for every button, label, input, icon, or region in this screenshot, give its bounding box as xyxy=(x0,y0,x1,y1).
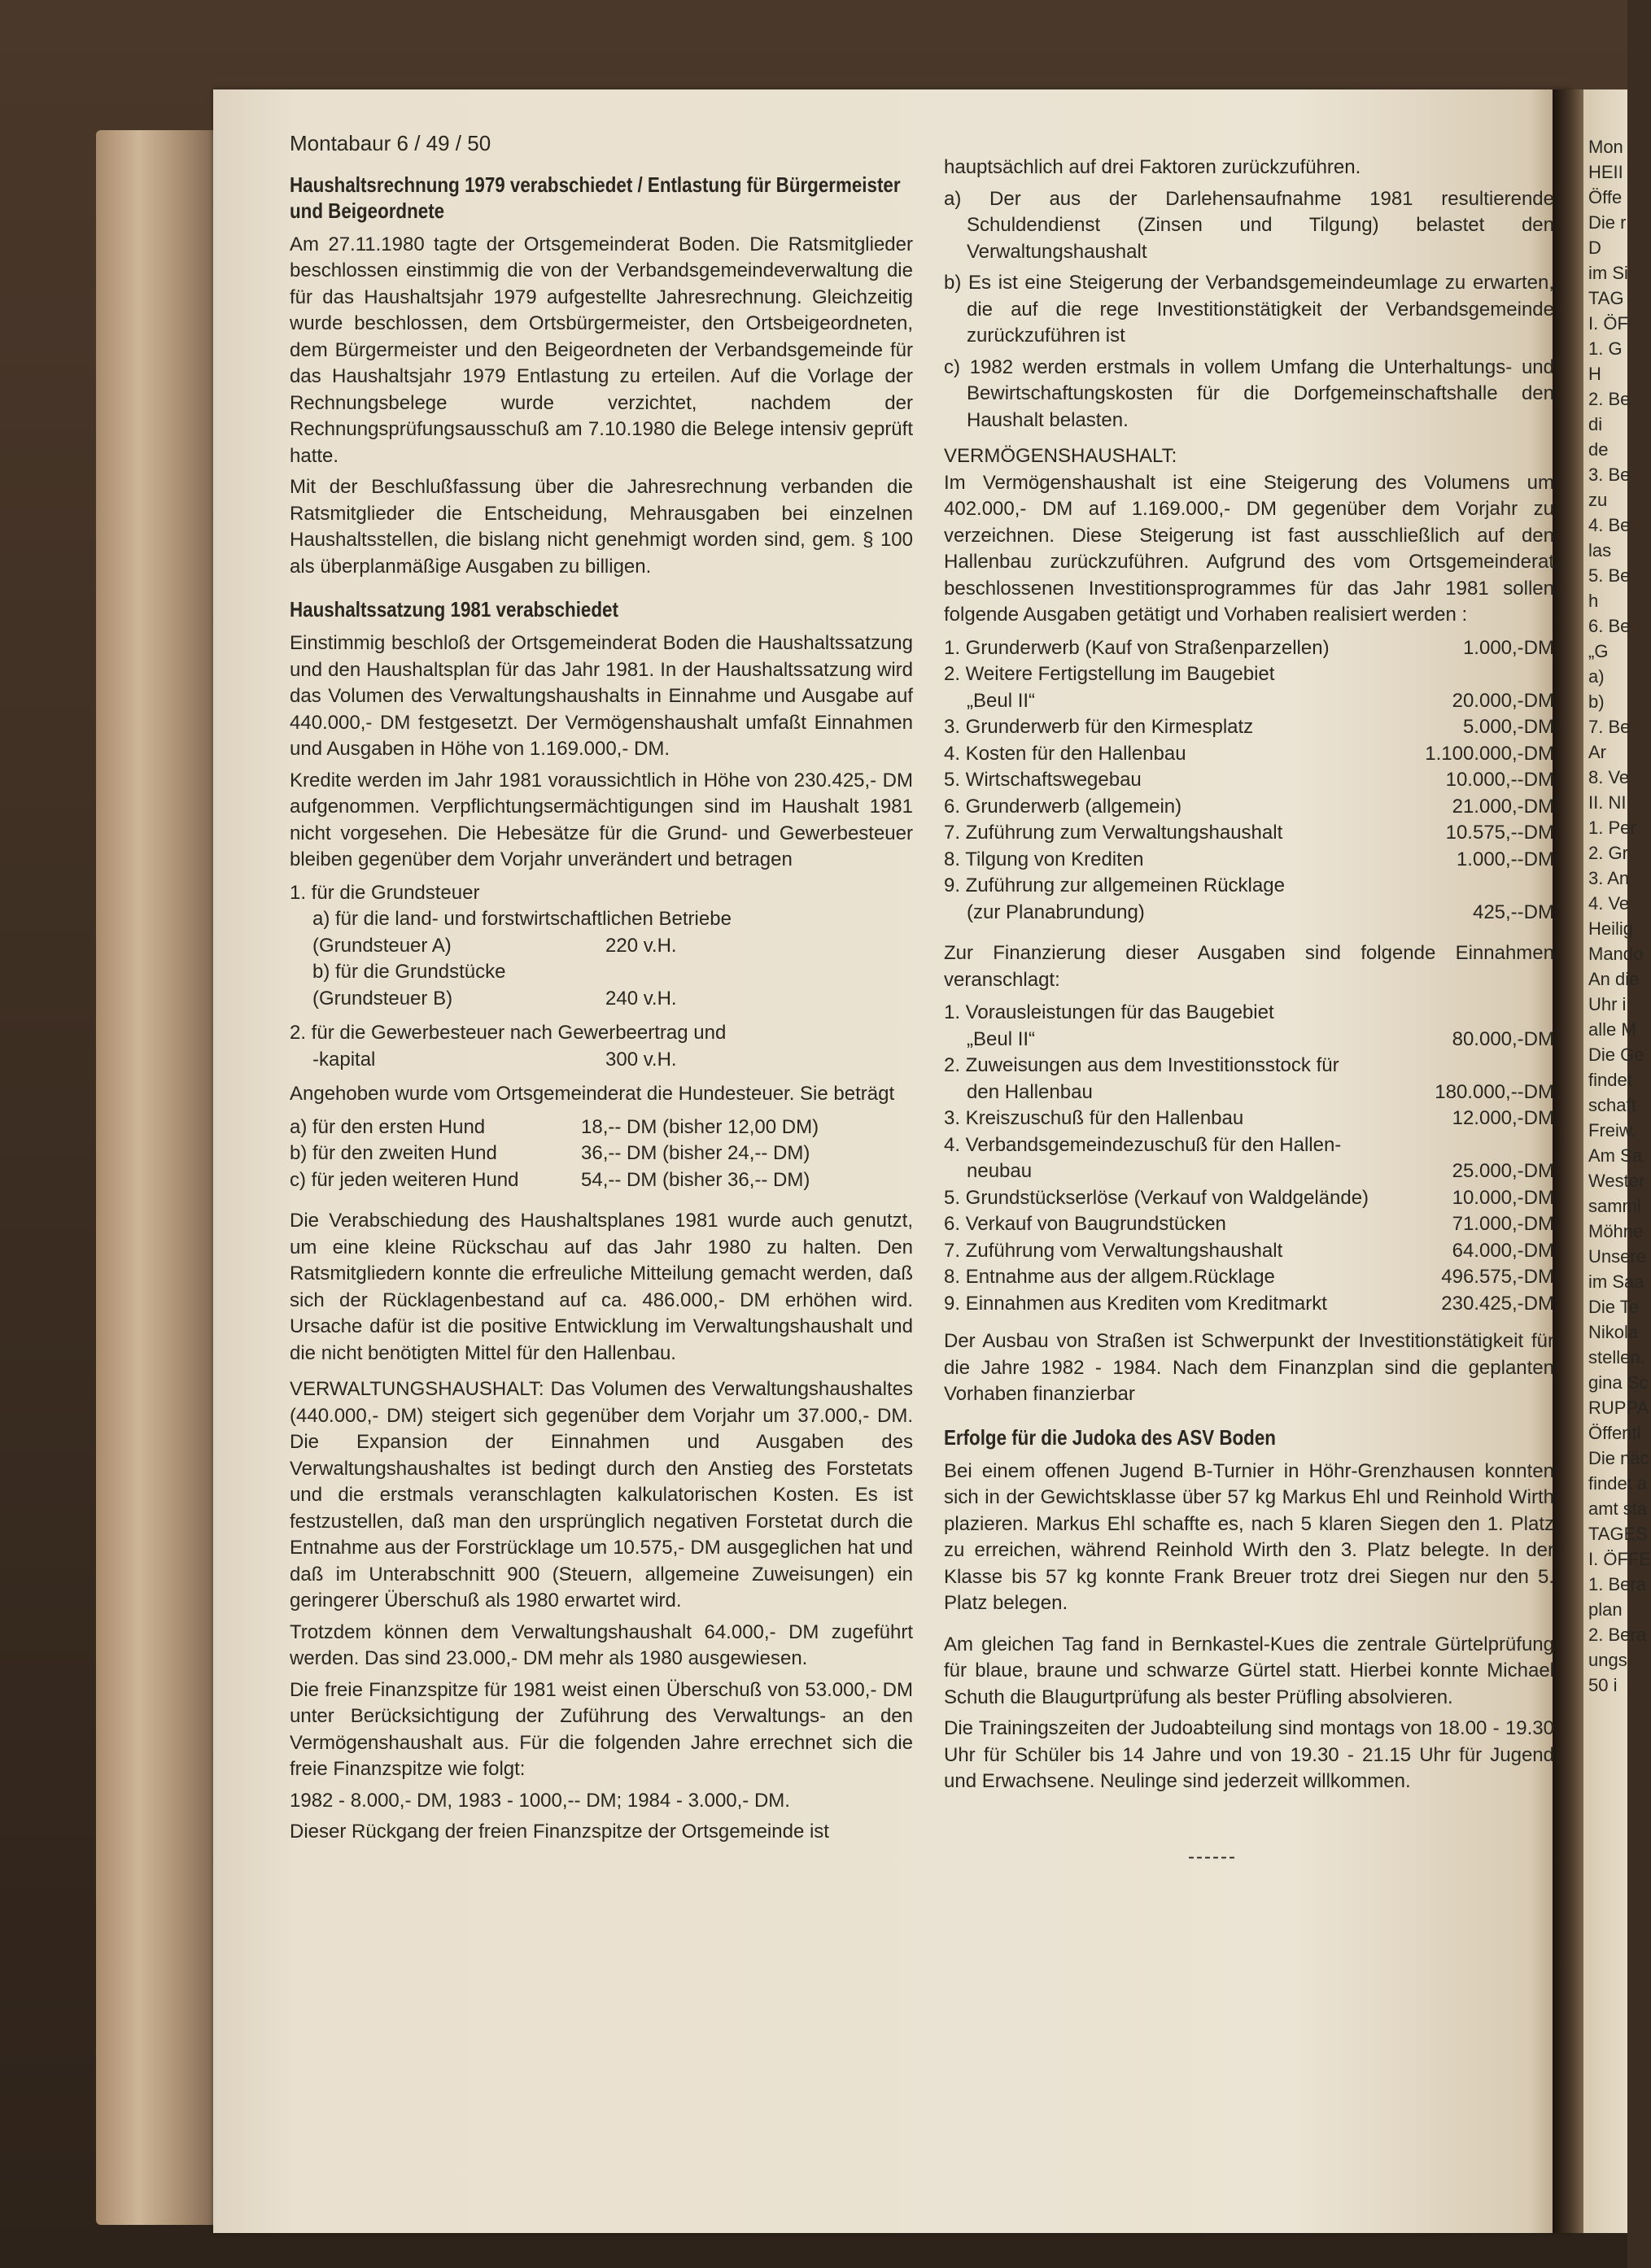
next-page-fragment: im Si xyxy=(1588,263,1628,283)
income-row-label: den Hallenbau xyxy=(967,1080,1093,1103)
expense-row xyxy=(944,741,1554,768)
next-page-fragment: 4. Ve xyxy=(1588,893,1630,914)
dog-tax-label: a) für den ersten Hund xyxy=(290,1115,486,1138)
income-row xyxy=(944,1000,1554,1027)
paragraph: Im Vermögenshaushalt ist eine Steigerung des Volumens um 402.000,- DM auf 1.169.000,- DM gegenüber dem Vorjahr zu verzeichnen. Diese Steigerung ist fast ausschließlich auf den Hallenbau zurückzuführen. Aufgrund des vom Ortsgemeinderat beschlossenen Investitionsprogrammes für das Jahr 1981 sollen folgende Ausgaben getätigt und Vorhaben realisiert werden : xyxy=(944,471,1554,626)
expense-row-value: 20.000,-DM xyxy=(1452,689,1554,712)
next-page-fragment: Mon xyxy=(1588,137,1623,157)
income-row-label: neubau xyxy=(967,1160,1033,1182)
next-page-fragment: stellen. xyxy=(1588,1347,1645,1367)
tax-rate-row xyxy=(290,1047,913,1074)
next-page-fragment: 1. Per xyxy=(1588,818,1636,838)
expense-row-label: 6. Grunderwerb (allgemein) xyxy=(944,795,1182,818)
expense-list xyxy=(944,635,1554,927)
tax-subitem: b) für die Grundstücke xyxy=(312,961,506,983)
expense-row-label: 8. Tilgung von Krediten xyxy=(944,848,1144,870)
next-page-fragment: plan xyxy=(1588,1599,1623,1620)
next-page-fragment: I. ÖFFE xyxy=(1588,1549,1651,1569)
income-row-value: 25.000,-DM xyxy=(1452,1160,1554,1182)
running-head: Montabaur 6 / 49 / 50 xyxy=(290,131,491,155)
next-page-fragment: 2. Gr xyxy=(1588,843,1628,863)
income-row xyxy=(944,1238,1554,1265)
paragraph: Die Trainingszeiten der Judoabteilung sind montags von 18.00 - 19.30 Uhr für Schüler bis 14 Jahre und von 19.30 - 21.15 Uhr für Jugend und Erwachsene. Neulinge sind jederzeit willkommen. xyxy=(944,1717,1554,1792)
next-page-fragment: D xyxy=(1588,238,1601,258)
paragraph: Die Verabschiedung des Haushaltsplanes 1981 wurde auch genutzt, um eine kleine Rückschau auf das Jahr 1980 zu halten. Den Ratsmitgliedern konnte die erfreuliche Mitteilung gemacht werden, daß sich der Rücklagenbestand auf ca. 486.000,- DM erhöhen wird. Ursache dafür ist die positive Entwicklung im Verwaltungshaushalt und die nicht benötigten Mittel für den Hallenbau. xyxy=(290,1210,913,1364)
heading-haushaltssatzung: Haushaltssatzung 1981 verabschiedet xyxy=(290,597,618,622)
heading-judoka: Erfolge für die Judoka des ASV Boden xyxy=(944,1424,1276,1450)
expense-row-label: 2. Weitere Fertigstellung im Baugebiet xyxy=(944,663,1275,685)
next-page-fragment: amt sta xyxy=(1588,1498,1648,1519)
expense-row xyxy=(944,820,1554,847)
income-row-label: 6. Verkauf von Baugrundstücken xyxy=(944,1213,1226,1235)
next-page-fragment: gina Sc xyxy=(1588,1372,1649,1393)
income-row xyxy=(944,1027,1554,1053)
next-page-fragment: 1. Bera xyxy=(1588,1574,1646,1594)
expense-row xyxy=(944,714,1554,741)
dog-tax-list xyxy=(290,1114,913,1194)
next-page-fragment: Mando xyxy=(1588,944,1644,964)
book-page-edges xyxy=(96,130,218,2225)
dog-tax-row xyxy=(290,1114,913,1141)
next-page-fragment: H xyxy=(1588,364,1601,384)
expense-row xyxy=(944,635,1554,662)
income-row-value: 80.000,-DM xyxy=(1452,1027,1554,1050)
income-row-value xyxy=(1546,1053,1554,1079)
expense-row xyxy=(944,794,1554,821)
next-page-fragment: Freiw. xyxy=(1588,1120,1636,1141)
next-page-fragment: Am Sa xyxy=(1588,1145,1643,1166)
tax-subitem: a) für die land- und forstwirtschaftlichen Betriebe xyxy=(312,908,732,930)
next-page-fragment: Heilig xyxy=(1588,918,1634,939)
factor-item: a) Der aus der Darlehensaufnahme 1981 resultierende Schuldendienst (Zinsen und Tilgung) belastet den Verwaltungshaushalt xyxy=(944,187,1554,263)
tax-value: 240 v.H. xyxy=(605,987,677,1010)
tax-rates-list xyxy=(290,880,913,1074)
dog-tax-label: b) für den zweiten Hund xyxy=(290,1142,497,1164)
tax-value: 300 v.H. xyxy=(605,1048,677,1071)
income-row xyxy=(944,1185,1554,1212)
next-page-fragment: HEII xyxy=(1588,162,1623,182)
next-page-fragment: Die Te xyxy=(1588,1297,1639,1317)
next-page-fragment: b) xyxy=(1588,691,1605,712)
paragraph: Einstimmig beschloß der Ortsgemeinderat Boden die Haushaltssatzung und den Haushaltsplan für das Jahr 1981. In der Haushaltssatzung wird das Volumen des Verwaltungshaushalts in Einnahme und Ausgabe auf 440.000,- DM festgesetzt. Der Vermögenshaushalt umfaßt Einnahmen und Ausgaben in Höhe von 1.169.000,- DM. xyxy=(290,632,913,760)
next-page-fragment: samml xyxy=(1588,1196,1641,1216)
next-page-fragments xyxy=(1588,134,1651,1698)
next-page-fragment: Möhne xyxy=(1588,1221,1644,1241)
income-row-label: „Beul II“ xyxy=(967,1027,1036,1050)
expense-row-label: 3. Grunderwerb für den Kirmesplatz xyxy=(944,716,1254,738)
income-row-label: 7. Zuführung vom Verwaltungshaushalt xyxy=(944,1239,1283,1262)
next-page-fragment: 6. Be xyxy=(1588,616,1631,636)
next-page-fragment: Die näc xyxy=(1588,1448,1649,1468)
income-row xyxy=(944,1079,1554,1106)
next-page-fragment: 50 i xyxy=(1588,1675,1618,1695)
next-page-fragment: 7. Be xyxy=(1588,717,1631,737)
tax-label: -kapital xyxy=(312,1048,376,1071)
income-row xyxy=(944,1132,1554,1159)
paragraph: Kredite werden im Jahr 1981 voraussichtlich in Höhe von 230.425,- DM aufgenommen. Verpflichtungsermächtigungen sind im Haushalt 1981 nicht vorgesehen. Die Hebesätze für die Grund- und Gewerbesteuer bleiben gegenüber dem Vorjahr unverändert und betragen xyxy=(290,769,913,870)
expense-row-value xyxy=(1546,873,1554,900)
expense-row xyxy=(944,688,1554,715)
paragraph: Angehoben wurde vom Ortsgemeinderat die Hundesteuer. Sie beträgt xyxy=(290,1083,895,1105)
next-page-fragment: Die r xyxy=(1588,212,1627,233)
income-row xyxy=(944,1291,1554,1318)
expense-row-value: 10.575,--DM xyxy=(1445,822,1554,844)
income-row-value: 71.000,-DM xyxy=(1452,1213,1554,1235)
next-page-fragment: schaft xyxy=(1588,1095,1636,1115)
next-page-fragment: im Saa xyxy=(1588,1271,1644,1292)
separator: ------ xyxy=(1188,1845,1237,1868)
income-row xyxy=(944,1158,1554,1185)
paragraph: VERWALTUNGSHAUSHALT: Das Volumen des Verwaltungshaushaltes (440.000,- DM) steigert sich gegenüber dem Vorjahr um 37.000,- DM. Die Expansion der Einnahmen und Ausgaben des Verwaltungshaushaltes ist bedingt durch den Anstieg des Forstetats und die erstmals veranschlagten kalkulatorischen Kosten. Es ist festzustellen, daß man den ursprünglich negativen Forstetat durch die Entnahme aus der Forstrücklage um 10.575,- DM ausgeglichen hat und daß im Unterabschnitt 900 (Steuern, allgemeine Zuweisungen) ein geringerer Überschuß als 1980 erwartet wird. xyxy=(290,1378,913,1612)
dog-tax-value: 18,-- DM (bisher 12,00 DM) xyxy=(581,1115,819,1138)
next-page-fragment: Nikola xyxy=(1588,1322,1639,1342)
right-column xyxy=(944,155,1554,1870)
next-page-fragment: 3. An xyxy=(1588,868,1630,888)
expense-row-label: (zur Planabrundung) xyxy=(967,901,1145,923)
next-page-fragment: Uhr i xyxy=(1588,994,1627,1014)
factor-item: b) Es ist eine Steigerung der Verbandsgemeindeumlage zu erwarten, die auf die rege Investitionstätigkeit der Verbandsgemeinde zurückzuführen ist xyxy=(944,272,1554,347)
next-page-fragment: 3. Be xyxy=(1588,465,1631,485)
paragraph: Die freie Finanzspitze für 1981 weist einen Überschuß von 53.000,- DM unter Berücksichtigung der Zuführung des Verwaltungs- an den Vermögenshaushalt aus. Für die folgenden Jahre errechnet sich die freie Finanzspitze wie folgt: xyxy=(290,1678,913,1780)
expense-row-value: 1.000,--DM xyxy=(1456,848,1554,870)
income-row-value: 496.575,-DM xyxy=(1441,1266,1554,1288)
tax-item: 2. für die Gewerbesteuer nach Gewerbeertrag und xyxy=(290,1022,727,1044)
book-gutter xyxy=(1553,89,1583,2233)
paragraph: Bei einem offenen Jugend B-Turnier in Höhr-Grenzhausen konnten sich in der Gewichtsklasse über 57 kg Markus Ehl und Reinhold Wirth plazieren. Markus Ehl schaffte es, nach 5 klaren Siegen den 1. Platz zu erreichen, während Reinhold Wirth den 3. Platz belegte. In der Klasse bis 57 kg konnte Frank Breuer trotz drei Siegen nur den 5. Platz belegen. xyxy=(944,1459,1554,1614)
next-page-fragment: Unsere xyxy=(1588,1246,1646,1267)
next-page-fragment: „G xyxy=(1588,641,1609,661)
next-page-fragment: alle M xyxy=(1588,1019,1636,1040)
next-page-fragment: An die xyxy=(1588,969,1640,989)
next-page-fragment: h xyxy=(1588,591,1599,611)
income-row-label: 3. Kreiszuschuß für den Hallenbau xyxy=(944,1107,1244,1129)
paragraph: 1982 - 8.000,- DM, 1983 - 1000,-- DM; 1984 - 3.000,- DM. xyxy=(290,1789,790,1812)
expense-row-value: 10.000,--DM xyxy=(1445,769,1554,791)
income-row xyxy=(944,1106,1554,1132)
dog-tax-value: 54,-- DM (bisher 36,-- DM) xyxy=(581,1168,810,1191)
income-row xyxy=(944,1053,1554,1079)
paragraph: VERMÖGENSHAUSHALT: xyxy=(944,445,1177,467)
expense-row xyxy=(944,900,1554,927)
income-row-label: 5. Grundstückserlöse (Verkauf von Waldgelände) xyxy=(944,1186,1369,1209)
dog-tax-label: c) für jeden weiteren Hund xyxy=(290,1168,519,1191)
expense-row xyxy=(944,873,1554,900)
paragraph: Am gleichen Tag fand in Bernkastel-Kues die zentrale Gürtelprüfung für blaue, braune und schwarze Gürtel statt. Hierbei konnte Michael Schuth die Blaugurtprüfung als bester Prüfling absolvieren. xyxy=(944,1633,1554,1708)
income-row xyxy=(944,1211,1554,1238)
expense-row-label: „Beul II“ xyxy=(967,689,1036,712)
next-page-fragment: I. ÖF xyxy=(1588,313,1628,334)
income-list xyxy=(944,1000,1554,1317)
income-row-label: 4. Verbandsgemeindezuschuß für den Hallen- xyxy=(944,1133,1342,1156)
next-page-fragment: las xyxy=(1588,540,1612,560)
next-page-fragment: ungs xyxy=(1588,1650,1627,1670)
next-page-fragment: 8. Ve xyxy=(1588,767,1630,787)
expense-row-value: 425,--DM xyxy=(1472,901,1554,923)
expense-row-value xyxy=(1546,661,1554,688)
expense-row xyxy=(944,767,1554,794)
expense-row-value: 5.000,-DM xyxy=(1462,716,1554,738)
next-page-fragment: TAGES xyxy=(1588,1524,1648,1544)
expense-row-label: 5. Wirtschaftswegebau xyxy=(944,769,1142,791)
next-page-fragment: 2. Bera xyxy=(1588,1625,1646,1645)
next-page-fragment: Die Ge xyxy=(1588,1045,1644,1065)
paragraph: Trotzdem können dem Verwaltungshaushalt 64.000,- DM zugeführt werden. Das sind 23.000,- DM mehr als 1980 ausgewiesen. xyxy=(290,1620,913,1669)
factor-item: c) 1982 werden erstmals in vollem Umfang die Unterhaltungs- und Bewirtschaftungskosten für die Dorfgemeinschaftshalle den Haushalt belasten. xyxy=(944,355,1554,431)
factor-list xyxy=(944,186,1554,434)
next-page-fragment: 1. G xyxy=(1588,338,1623,359)
tax-item: 1. für die Grundsteuer xyxy=(290,881,480,904)
paragraph: Am 27.11.1980 tagte der Ortsgemeinderat Boden. Die Ratsmitglieder beschlossen einstimmig die von der Verbandsgemeindeverwaltung die für das Haushaltsjahr 1979 aufgestellte Jahresrechnung. Gleichzeitig wurde beschlossen, dem Ortsbürgermeister, den Ortsbeigeordneten, dem Bürgermeister und den Beigeordneten der Verbandsgemeinde für das Haushaltsjahr 1979 Entlastung zu erteilen. Auf die Vorlage der Rechnungsbelege wurde verzichtet, nachdem der Rechnungsprüfungsausschuß am 7.10.1980 die Belege intensiv geprüft hatte. xyxy=(290,233,913,467)
tax-label: (Grundsteuer A) xyxy=(312,934,452,957)
tax-rate-row xyxy=(290,933,913,960)
income-row-label: 1. Vorausleistungen für das Baugebiet xyxy=(944,1001,1274,1023)
expense-row-label: 7. Zuführung zum Verwaltungshaushalt xyxy=(944,822,1283,844)
paragraph: hauptsächlich auf drei Faktoren zurückzuführen. xyxy=(944,156,1361,178)
expense-row-label: 9. Zuführung zur allgemeinen Rücklage xyxy=(944,874,1285,896)
heading-haushaltsrechnung: Haushaltsrechnung 1979 verabschiedet / Entlastung für Bürgermeister und Beigeordnete xyxy=(290,172,901,223)
income-row-value xyxy=(1546,1000,1554,1027)
income-row xyxy=(944,1264,1554,1291)
paragraph: Der Ausbau von Straßen ist Schwerpunkt der Investitionstätigkeit für die Jahre 1982 - 1984. Nach dem Finanzplan sind die geplanten Vorhaben finanzierbar xyxy=(944,1330,1554,1405)
left-column xyxy=(290,130,913,1851)
next-page-fragment: II. NI xyxy=(1588,792,1627,813)
income-row-value xyxy=(1546,1132,1554,1159)
income-row-value: 180.000,--DM xyxy=(1435,1080,1554,1103)
expense-row-label: 1. Grunderwerb (Kauf von Straßenparzellen) xyxy=(944,636,1330,659)
tax-value: 220 v.H. xyxy=(605,934,677,957)
expense-row-value: 1.000,-DM xyxy=(1462,636,1554,659)
tax-label: (Grundsteuer B) xyxy=(312,987,453,1010)
income-row-label: 2. Zuweisungen aus dem Investitionsstock für xyxy=(944,1054,1339,1076)
next-page-fragment: de xyxy=(1588,439,1609,460)
expense-row xyxy=(944,847,1554,874)
next-page-fragment: 4. Be xyxy=(1588,515,1631,535)
next-page-fragment: RUPPA xyxy=(1588,1398,1649,1418)
expense-row-label: 4. Kosten für den Hallenbau xyxy=(944,742,1186,765)
expense-row xyxy=(944,661,1554,688)
next-page-fragment: findet a xyxy=(1588,1473,1648,1494)
next-page-fragment: a) xyxy=(1588,666,1605,687)
next-page-fragment: zu xyxy=(1588,490,1608,510)
next-page-fragment: findet xyxy=(1588,1070,1632,1090)
next-page-fragment: Wester xyxy=(1588,1171,1645,1191)
next-page-fragment: di xyxy=(1588,414,1603,434)
expense-row-value: 1.100.000,-DM xyxy=(1425,742,1554,765)
next-page-fragment: Öffentl xyxy=(1588,1423,1641,1443)
next-page-fragment: Ar xyxy=(1588,742,1606,762)
income-row-value: 230.425,-DM xyxy=(1441,1292,1554,1315)
dog-tax-value: 36,-- DM (bisher 24,-- DM) xyxy=(581,1142,810,1164)
income-row-value: 64.000,-DM xyxy=(1452,1239,1554,1262)
expense-row-value: 21.000,-DM xyxy=(1452,795,1554,818)
paragraph: Mit der Beschlußfassung über die Jahresrechnung verbanden die Ratsmitglieder die Entscheidung, Mehrausgaben bei einzelnen Haushaltsstellen, die bislang nicht genehmigt worden sind, gem. § 100 als überplanmäßige Ausgaben zu billigen. xyxy=(290,476,913,578)
next-page-fragment: TAG xyxy=(1588,288,1624,308)
income-row-value: 12.000,-DM xyxy=(1452,1107,1554,1129)
paragraph: Zur Finanzierung dieser Ausgaben sind folgende Einnahmen veranschlagt: xyxy=(944,942,1554,991)
dog-tax-row xyxy=(290,1141,913,1167)
income-row-value: 10.000,-DM xyxy=(1452,1186,1554,1209)
next-page-fragment: 5. Be xyxy=(1588,565,1631,586)
income-row-label: 8. Entnahme aus der allgem.Rücklage xyxy=(944,1266,1275,1288)
next-page-fragment: 2. Be xyxy=(1588,389,1631,409)
next-page-fragment: Öffe xyxy=(1588,187,1623,207)
tax-rate-row xyxy=(290,986,913,1013)
dog-tax-row xyxy=(290,1167,913,1194)
paragraph: Dieser Rückgang der freien Finanzspitze der Ortsgemeinde ist xyxy=(290,1821,829,1843)
income-row-label: 9. Einnahmen aus Krediten vom Kreditmarkt xyxy=(944,1292,1327,1315)
